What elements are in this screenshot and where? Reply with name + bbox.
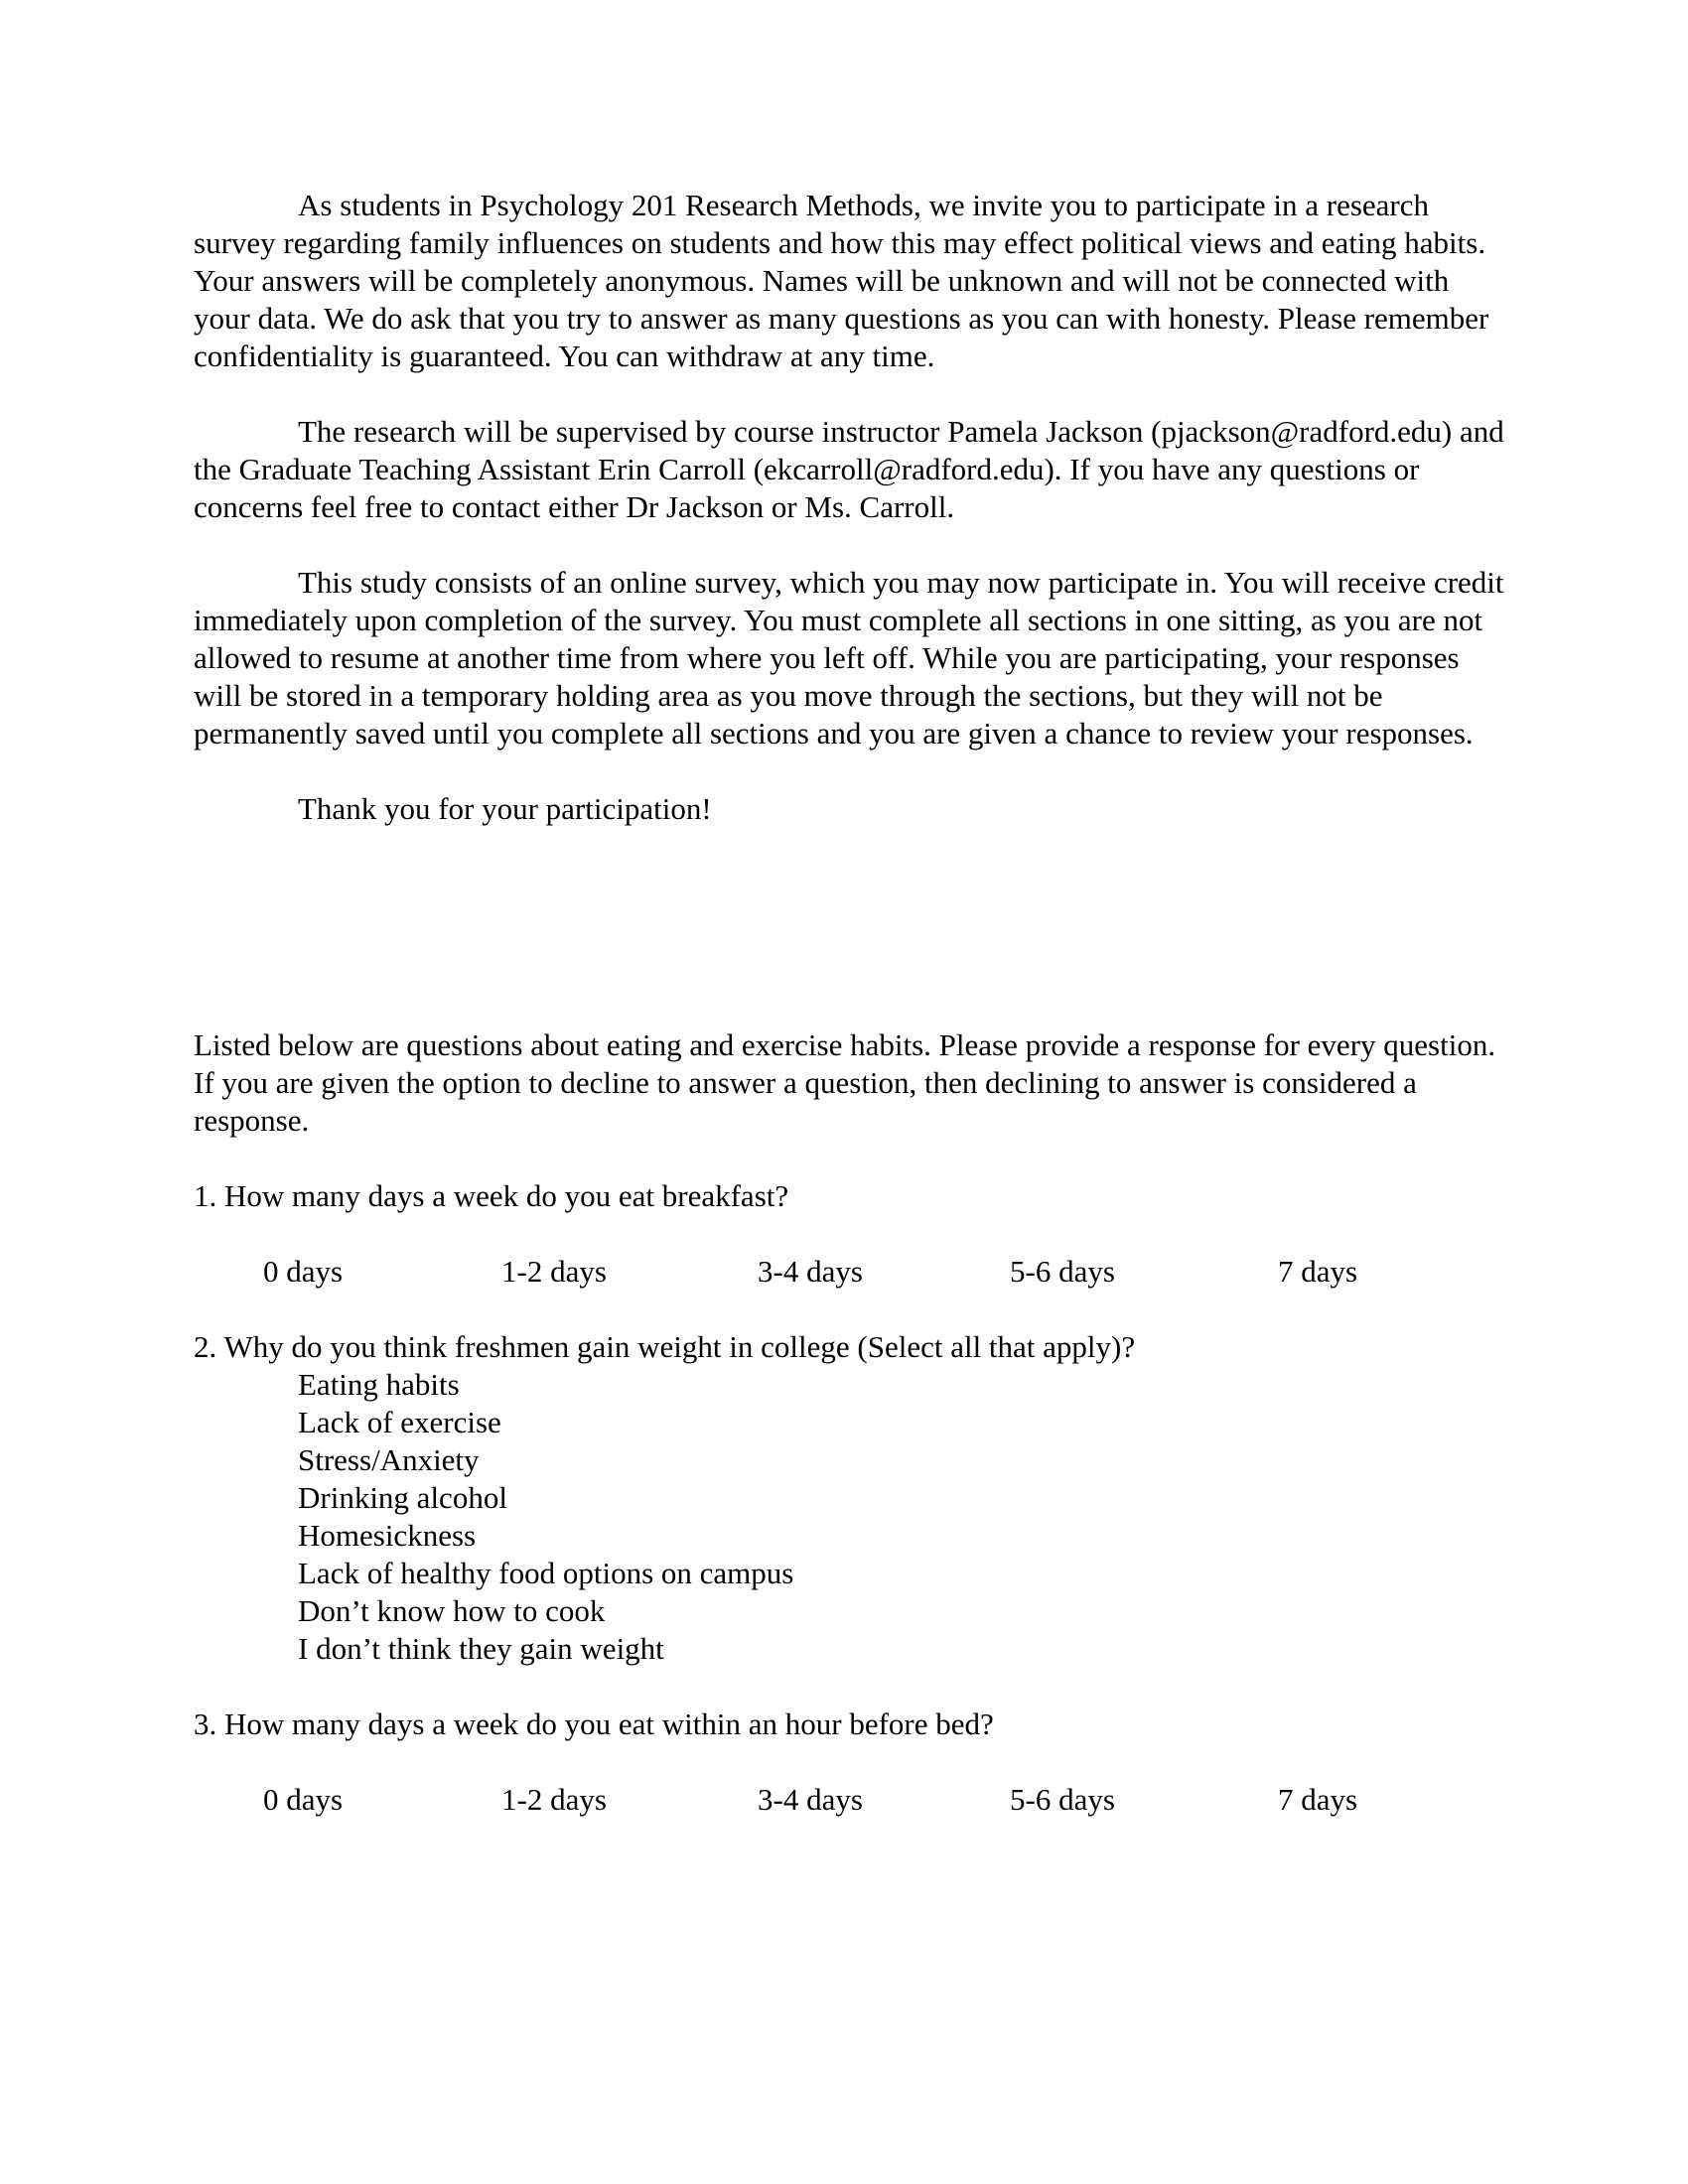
question-1-option-7-days: 7 days bbox=[1278, 1254, 1358, 1289]
question-1-label: 1. How many days a week do you eat breakfast? bbox=[194, 1178, 789, 1213]
question-1-options bbox=[194, 1253, 1504, 1291]
consent-paragraph-study-details: This study consists of an online survey, which you may now participate in. You will receive credit immediately upon completion of the survey. You must complete all sections in one sitting, as you are not allowed to resume at another time from where you left off. While you are participating, your responses will be stored in a temporary holding area as you move through the sections, but they will not be permanently saved until you complete all sections and you are given a chance to review your responses. bbox=[194, 565, 1504, 751]
question-3-option-7-days: 7 days bbox=[1278, 1782, 1358, 1817]
question-2-label: 2. Why do you think freshmen gain weight in college (Select all that apply)? bbox=[194, 1329, 1136, 1364]
document-content bbox=[194, 187, 1504, 1819]
question-2-option-lack-of-healthy-food: Lack of healthy food options on campus bbox=[298, 1556, 794, 1590]
question-3-options bbox=[194, 1781, 1504, 1819]
consent-paragraph-supervisors: The research will be supervised by course instructor Pamela Jackson (pjackson@radford.edu) and the Graduate Teaching Assistant Erin Carroll (ekcarroll@radford.edu). If you have any questions or concerns feel free to contact either Dr Jackson or Ms. Carroll. bbox=[194, 414, 1504, 524]
question-2-option-eating-habits: Eating habits bbox=[298, 1367, 460, 1402]
question-3-option-1-2-days: 1-2 days bbox=[501, 1782, 607, 1817]
question-1-option-0-days: 0 days bbox=[263, 1254, 344, 1289]
question-3-label: 3. How many days a week do you eat within an hour before bed? bbox=[194, 1706, 994, 1741]
question-3-option-5-6-days: 5-6 days bbox=[1010, 1782, 1115, 1817]
question-1-option-5-6-days: 5-6 days bbox=[1010, 1254, 1115, 1289]
question-2-option-stress-anxiety: Stress/Anxiety bbox=[298, 1442, 480, 1477]
thank-you-line: Thank you for your participation! bbox=[298, 791, 712, 826]
question-2-option-drinking-alcohol: Drinking alcohol bbox=[298, 1480, 507, 1515]
question-3-option-0-days: 0 days bbox=[263, 1782, 344, 1817]
question-2-option-dont-know-how-to-cook: Don’t know how to cook bbox=[298, 1593, 606, 1628]
question-2-option-lack-of-exercise: Lack of exercise bbox=[298, 1405, 501, 1439]
question-2-option-homesickness: Homesickness bbox=[298, 1518, 477, 1553]
question-2-option-dont-think-they-gain-weight: I don’t think they gain weight bbox=[298, 1631, 664, 1666]
question-1-option-3-4-days: 3-4 days bbox=[758, 1254, 863, 1289]
consent-paragraph-invitation: As students in Psychology 201 Research Methods, we invite you to participate in a research survey regarding family influences on students and how this may effect political views and eating habits. Your answers will be completely anonymous. Names will be unknown and will not be connected with your data. We do ask that you try to answer as many questions as you can with honesty. Please remember confidentiality is guaranteed. You can withdraw at any time. bbox=[194, 188, 1489, 373]
question-2-options bbox=[194, 1366, 1504, 1668]
question-1-option-1-2-days: 1-2 days bbox=[501, 1254, 607, 1289]
survey-instructions: Listed below are questions about eating and exercise habits. Please provide a response for every question. If you are given the option to decline to answer a question, then declining to answer is considered a response. bbox=[194, 1027, 1496, 1138]
question-3-option-3-4-days: 3-4 days bbox=[758, 1782, 863, 1817]
